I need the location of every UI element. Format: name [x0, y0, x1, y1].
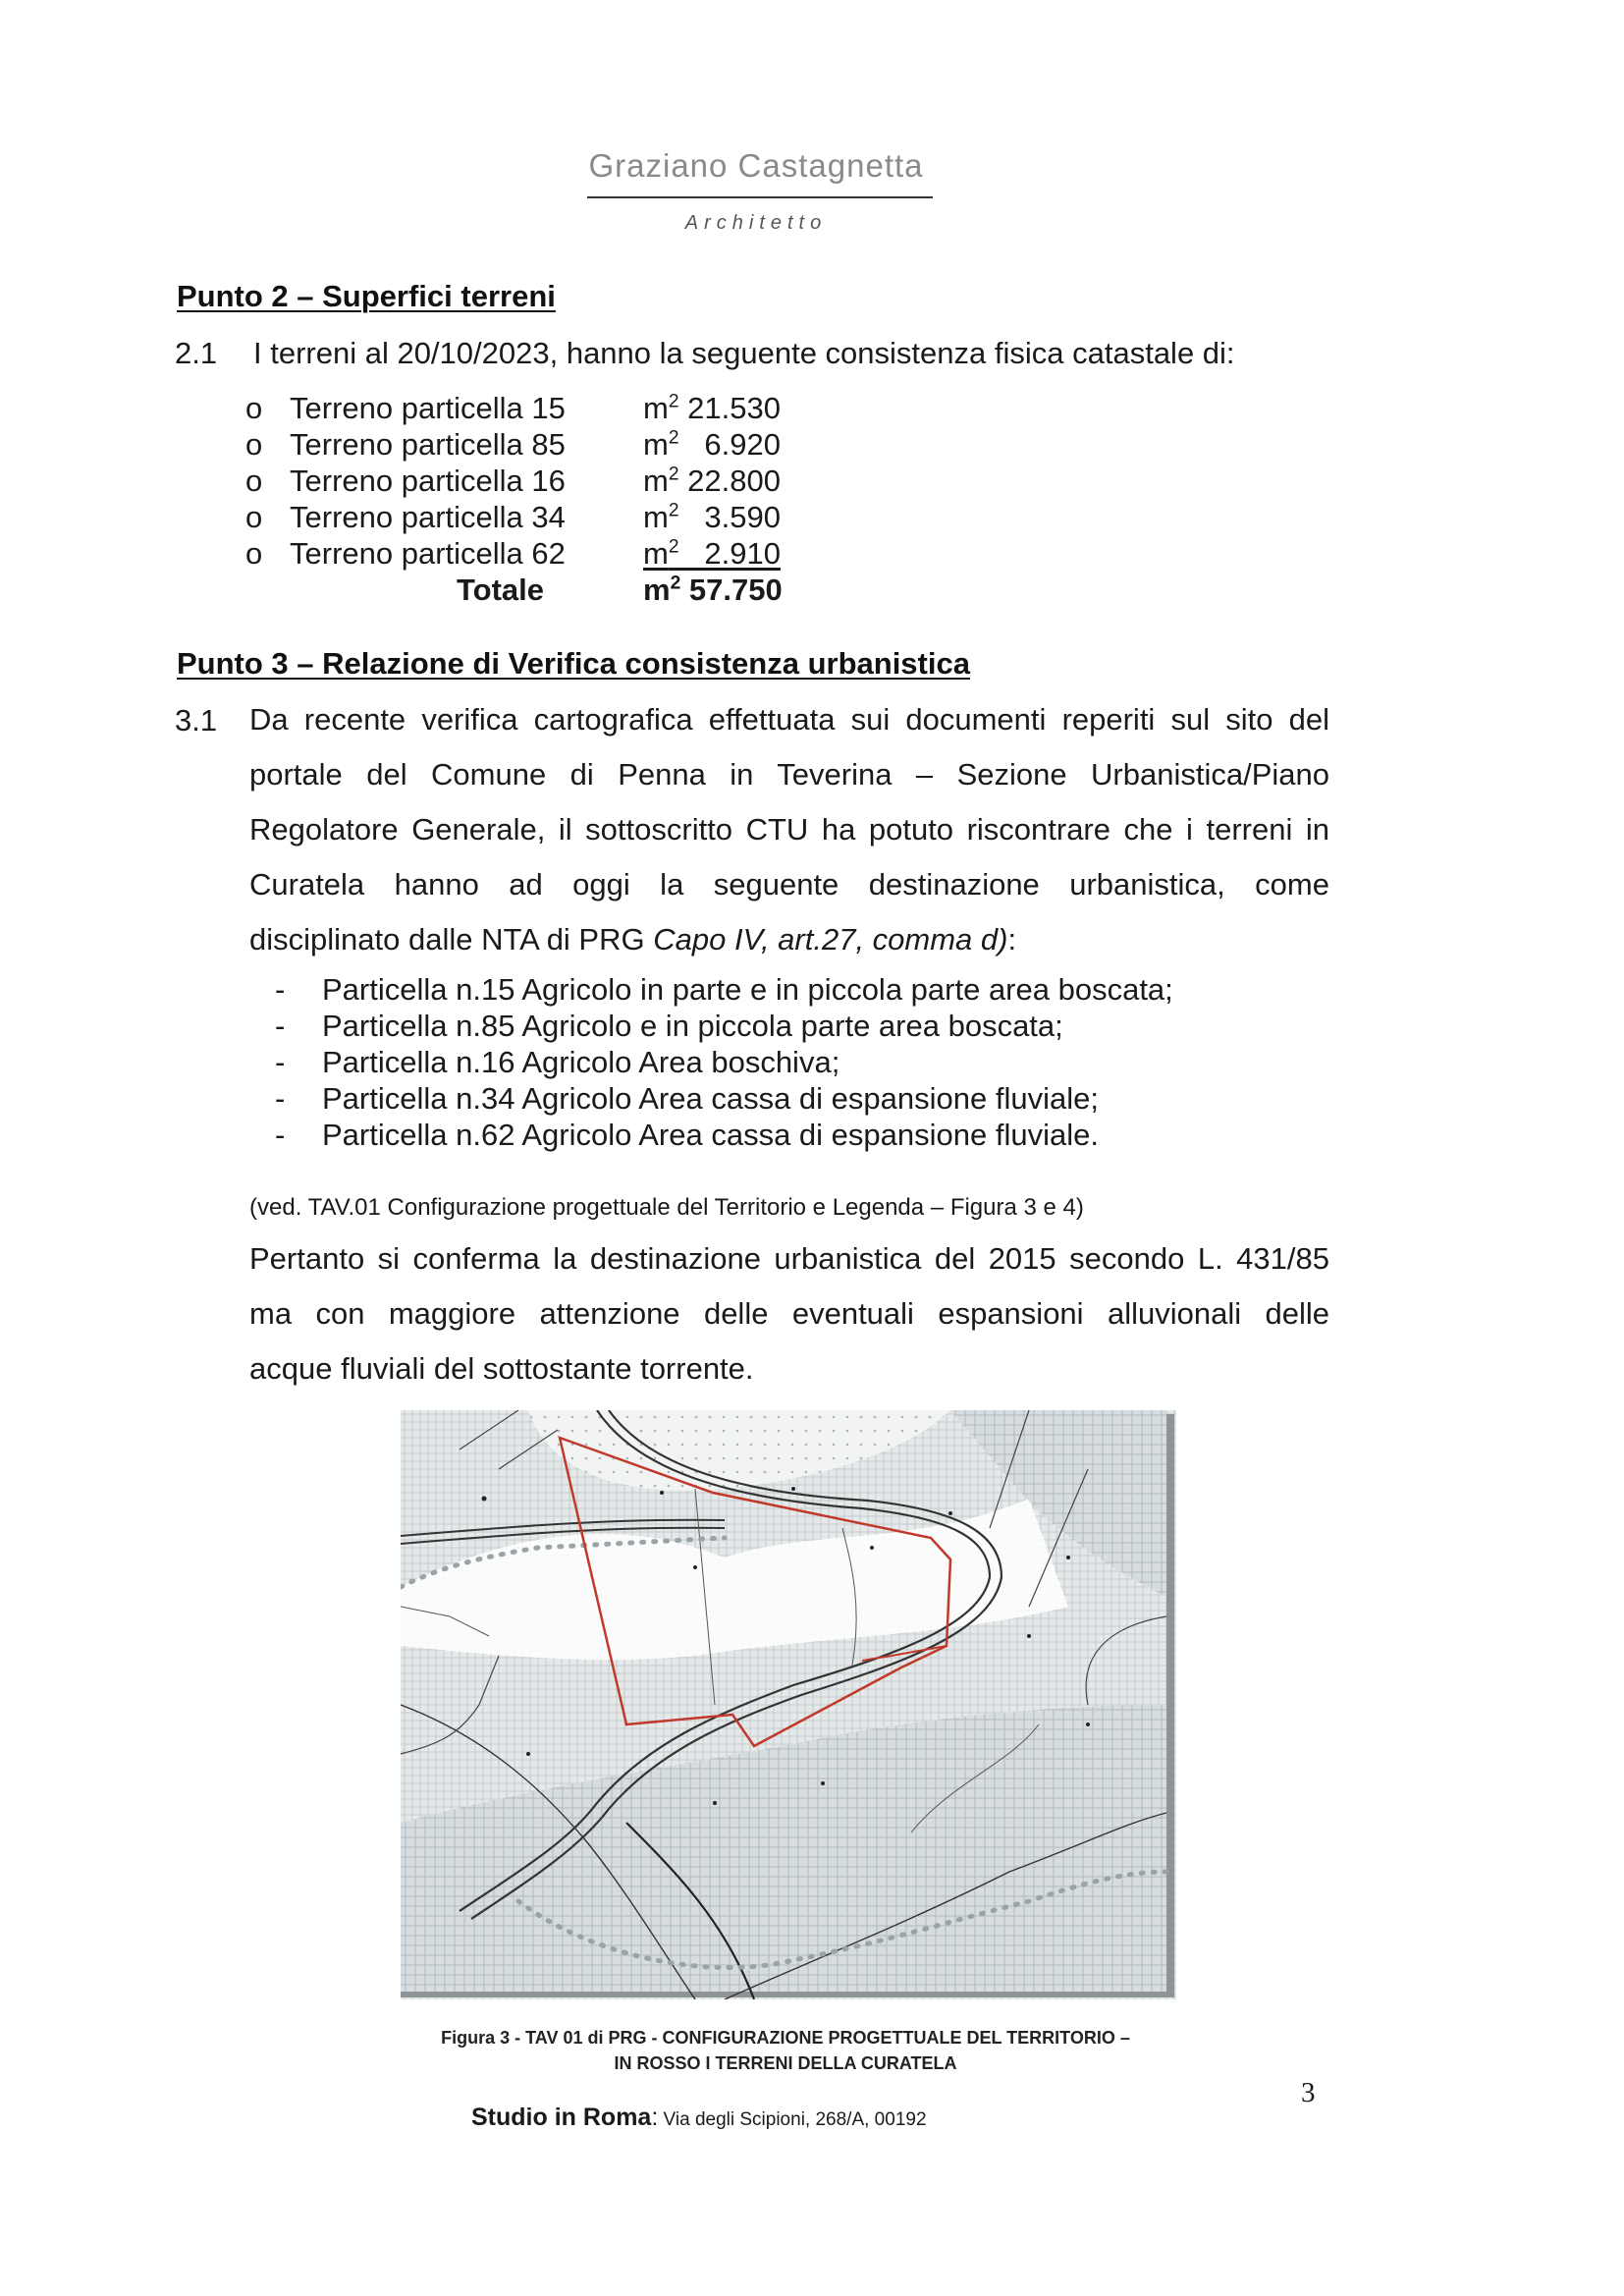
parcel-area: $m^2$ 3.590	[643, 500, 781, 534]
parcel-area: $m^2$ 2.910	[643, 536, 781, 571]
prg-map-figure	[401, 1410, 1176, 1999]
letterhead-title: Architetto	[684, 212, 828, 234]
parcel-label: Terreno particella 85	[290, 427, 566, 462]
total-area: $m^2$ 57.750	[643, 573, 783, 607]
figure-caption: Figura 3 - TAV 01 di PRG - CONFIGURAZIONE PROGETTUALE DEL TERRITORIO – IN ROSSO I TERRENI DELLA CURATELA	[441, 2028, 1130, 2073]
surface-row	[245, 427, 795, 465]
letterhead-name: Graziano Castagnetta	[588, 147, 924, 184]
surface-row	[245, 464, 795, 501]
bullet-marker: o	[245, 500, 263, 534]
surface-row	[245, 500, 795, 537]
section-3-number: 3.1	[175, 703, 218, 738]
section-3-paragraph: Da recente verifica cartografica effettuata sui documenti reperiti sul sito del portale del Comune di Penna in Teverina – Sezione Urbanistica/Piano Regolatore Generale, il sottoscritto CTU ha potuto riscontrare che i terreni in Curatela hanno ad oggi la seguente destinazione urbanistica, come disciplinato dalle NTA di PRG Capo IV, art.27, comma d):	[249, 702, 1329, 957]
bullet-marker: o	[245, 464, 263, 498]
parcel-label: Terreno particella 62	[290, 536, 566, 571]
parcel-area: $m^2$ 22.800	[643, 464, 781, 498]
letterhead-divider	[587, 196, 933, 198]
section-3-heading: Punto 3 – Relazione di Verifica consistenza urbanistica	[177, 646, 970, 681]
surface-row	[245, 536, 795, 574]
bullet-marker: o	[245, 427, 263, 462]
bullet-marker: o	[245, 391, 263, 425]
parcel-area: $m^2$ 6.920	[643, 427, 781, 462]
bullet-marker: o	[245, 536, 263, 571]
parcel-area: $m^2$ 21.530	[643, 391, 781, 425]
section-2-heading: Punto 2 – Superfici terreni	[177, 279, 556, 313]
parcel-label: Terreno particella 34	[290, 500, 566, 534]
parcel-label: Terreno particella 16	[290, 464, 566, 498]
total-label: Totale	[457, 573, 544, 607]
surface-row	[245, 391, 795, 428]
footer-address: Studio in Roma: Via degli Scipioni, 268/A, 00192	[471, 2104, 927, 2131]
section-2-number: 2.1	[175, 336, 218, 370]
section-2-intro: I terreni al 20/10/2023, hanno la seguente consistenza fisica catastale di:	[253, 336, 1235, 370]
page-number: 3	[1301, 2077, 1316, 2108]
conclusion-paragraph: Pertanto si conferma la destinazione urbanistica del 2015 secondo L. 431/85 ma con maggiore attenzione delle eventuali espansioni alluvionali delle acque fluviali del sottostante torrente.	[249, 1241, 1329, 1386]
parcel-label: Terreno particella 15	[290, 391, 566, 425]
surface-total-row	[245, 573, 795, 610]
reference-note: (ved. TAV.01 Configurazione progettuale del Territorio e Legenda – Figura 3 e 4)	[249, 1194, 1084, 1221]
